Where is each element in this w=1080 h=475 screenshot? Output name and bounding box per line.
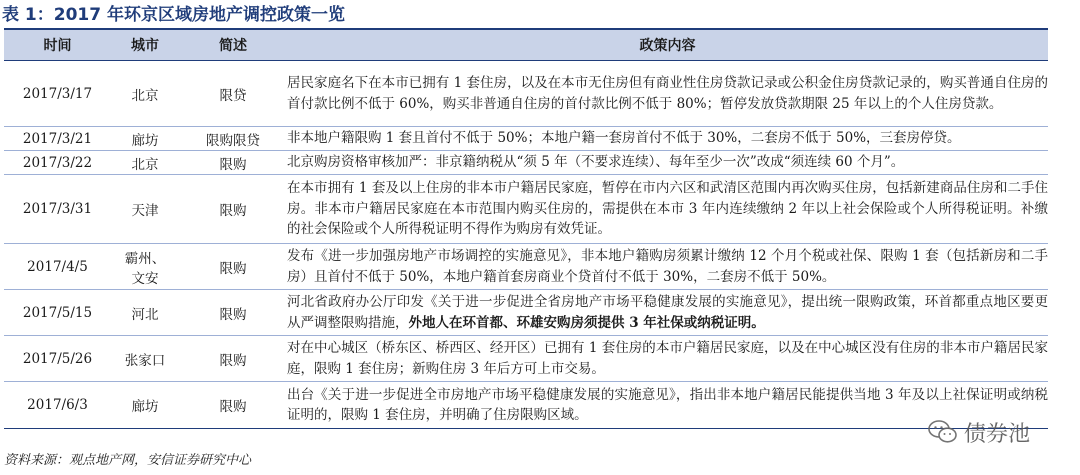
row-content <box>287 290 1048 336</box>
table-row <box>4 336 1048 382</box>
row-summary: 限购限贷 <box>179 127 287 151</box>
row-time: 2017/5/26 <box>4 336 111 382</box>
row-time: 2017/3/31 <box>4 175 111 244</box>
row-city: 北京 <box>111 61 179 127</box>
table-row <box>4 382 1048 429</box>
header-summary: 简述 <box>179 29 287 61</box>
row-summary: 限购 <box>179 244 287 290</box>
watermark <box>928 414 1030 450</box>
row-content-text: 河北省政府办公厅印发《关于进一步促进全省房地产市场平稳健康发展的实施意见》，提出统一限购政策，环首都重点地区要更从严调整限购措施， <box>287 294 1048 331</box>
table-title: 表 1：2017 年环京区域房地产调控政策一览 <box>2 5 345 25</box>
watermark-text: 债券池 <box>964 421 1031 447</box>
table-header-row <box>4 29 1048 61</box>
row-time: 2017/3/22 <box>4 151 111 175</box>
row-content-emphasis: 外地人在环首都、环雄安购房须提供 3 年社保或纳税证明。 <box>408 314 765 331</box>
table-row <box>4 290 1048 336</box>
table-row <box>4 175 1048 244</box>
row-summary: 限购 <box>179 151 287 175</box>
row-city-line: 文安 <box>131 270 159 287</box>
row-city: 张家口 <box>111 336 179 382</box>
header-city: 城市 <box>111 29 179 61</box>
row-city <box>111 244 179 290</box>
row-content: 在本市拥有 1 套及以上住房的非本市户籍居民家庭，暂停在市内六区和武清区范围内再次购买住房，包括新建商品住房和二手住房。非本市户籍居民家庭在本市范围内购买住房的，需提供在本市 3 年内连续缴纳 2 年以上社会保险或个人所得税证明。补缴的社会保险或个人所得税证明不得作为购房有效凭证。 <box>287 175 1048 244</box>
wechat-icon <box>928 419 958 445</box>
row-content: 非本地户籍限购 1 套且首付不低于 50%；本地户籍一套房首付不低于 30%，二套房不低于 50%，三套房停贷。 <box>287 127 1048 151</box>
row-city: 河北 <box>111 290 179 336</box>
row-content: 北京购房资格审核加严：非京籍纳税从“须 5 年（不要求连续）、每年至少一次”改成“须连续 60 个月”。 <box>287 151 1048 175</box>
row-time: 2017/5/15 <box>4 290 111 336</box>
table-row <box>4 151 1048 175</box>
row-summary: 限贷 <box>179 61 287 127</box>
row-time: 2017/3/17 <box>4 61 111 127</box>
row-city: 天津 <box>111 175 179 244</box>
row-content: 发布《进一步加强房地产市场调控的实施意见》，非本地户籍购房须累计缴纳 12 个月个税或社保、限购 1 套（包括新房和二手房）且首付不低于 50%，本地户籍首套房商业个贷首付不低于 30%，二套房不低于 50%。 <box>287 244 1048 290</box>
row-city-line: 霸州、 <box>124 250 166 267</box>
row-summary: 限购 <box>179 290 287 336</box>
row-summary: 限购 <box>179 382 287 429</box>
header-time: 时间 <box>4 29 111 61</box>
row-city: 北京 <box>111 151 179 175</box>
row-time: 2017/6/3 <box>4 382 111 429</box>
row-content: 居民家庭名下在本市已拥有 1 套住房，以及在本市无住房但有商业性住房贷款记录或公积金住房贷款记录的，购买普通自住房的首付款比例不低于 60%，购买非普通自住房的首付款比例不低于 80%；暂停发放贷款期限 25 年以上的个人住房贷款。 <box>287 61 1048 127</box>
row-content: 出台《关于进一步促进全市房地产市场平稳健康发展的实施意见》，指出非本地户籍居民能提供当地 3 年及以上社保证明或纳税证明的，限购 1 套住房，并明确了住房限购区域。 <box>287 382 1048 429</box>
row-content: 对在中心城区（桥东区、桥西区、经开区）已拥有 1 套住房的本市户籍居民家庭，以及在中心城区没有住房的非本市户籍居民家庭，限购 1 套住房；新购住房 3 年后方可上市交易。 <box>287 336 1048 382</box>
row-time: 2017/4/5 <box>4 244 111 290</box>
table-row <box>4 61 1048 127</box>
table-row <box>4 127 1048 151</box>
row-summary: 限购 <box>179 175 287 244</box>
row-summary: 限购 <box>179 336 287 382</box>
policy-table <box>4 28 1048 429</box>
row-time: 2017/3/21 <box>4 127 111 151</box>
source-note: 资料来源：观点地产网，安信证券研究中心 <box>4 453 252 468</box>
row-city: 廊坊 <box>111 127 179 151</box>
header-content: 政策内容 <box>287 29 1048 61</box>
table-row <box>4 244 1048 290</box>
row-city: 廊坊 <box>111 382 179 429</box>
